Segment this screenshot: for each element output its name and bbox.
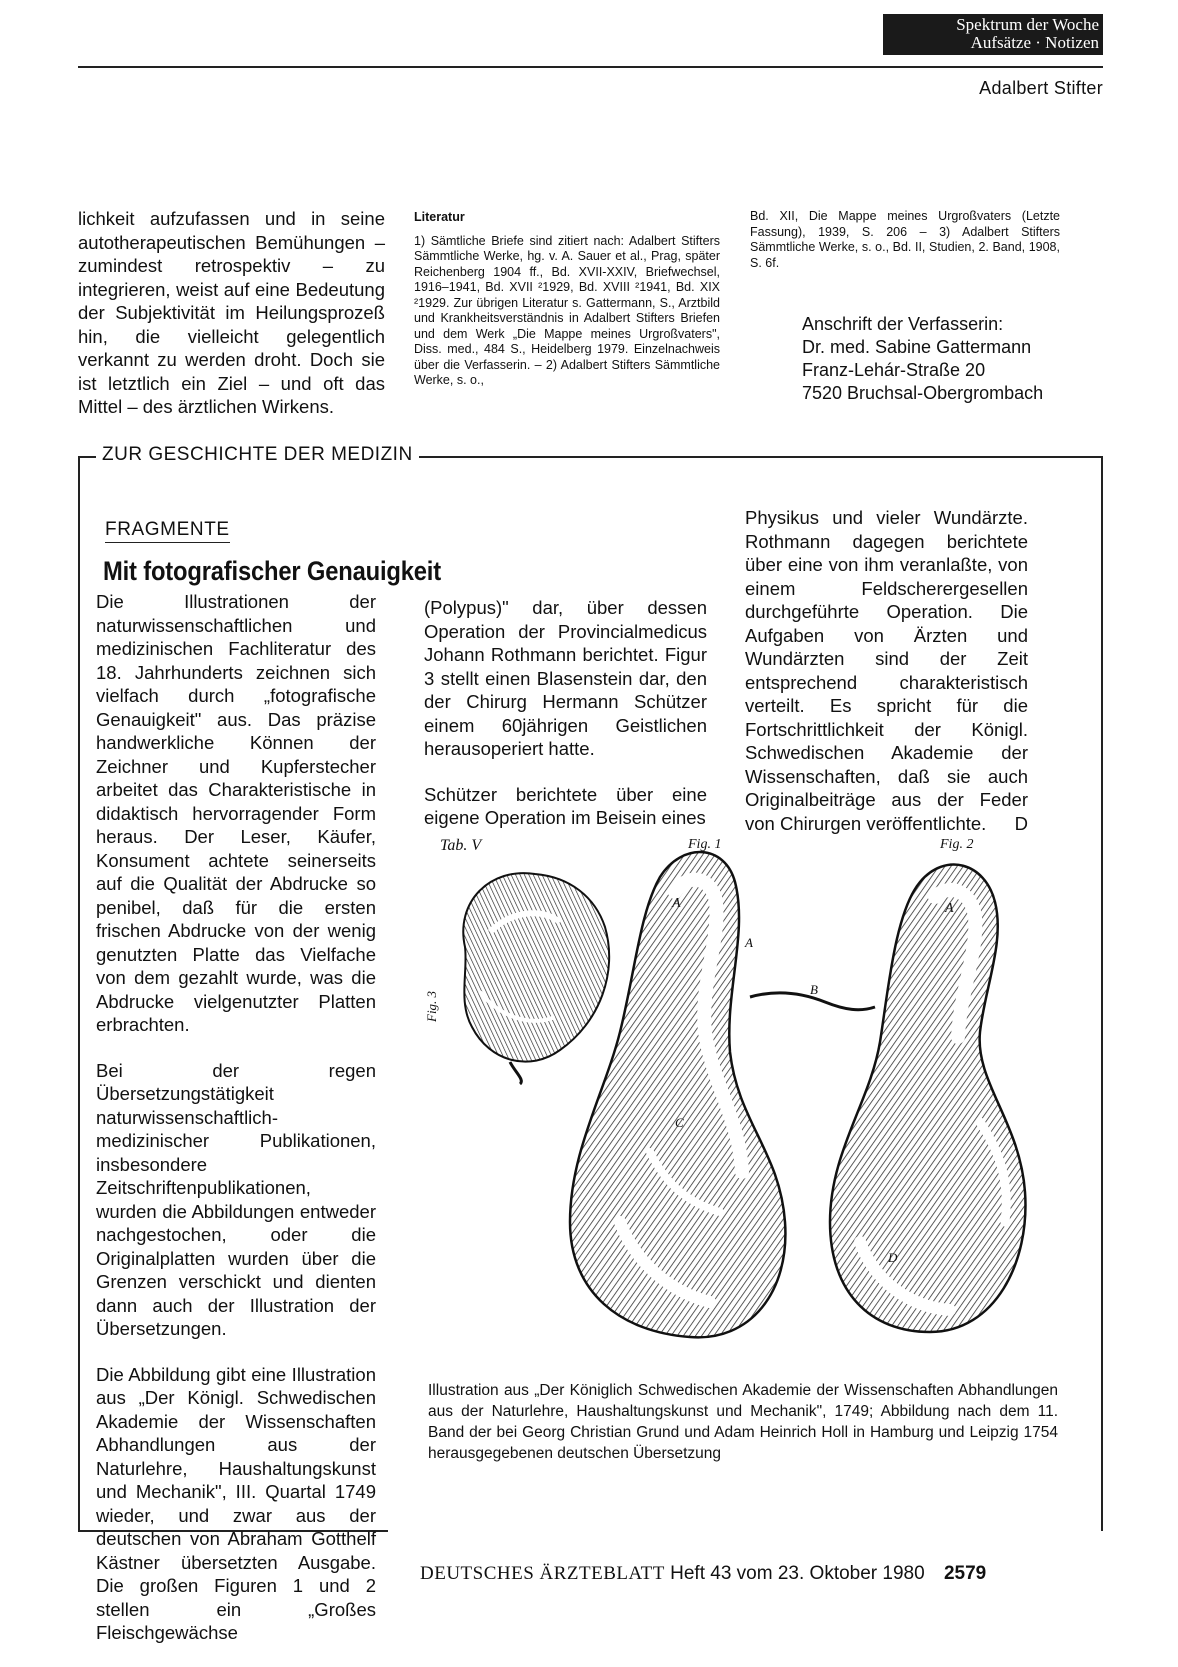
- article-paragraph: Bei der regen Übersetzungstätigkeit naturwissenschaftlich-medizinischer Publikationen, insbesondere Zeitschriftenpublikationen, wurden die Abbildungen entweder nachgestochen, oder die Originalplatten wurden über die Grenzen verschickt und dienten dann auch der Illustration der Übersetzungen.: [96, 1059, 376, 1339]
- address-city: 7520 Bruchsal-Obergrombach: [802, 383, 1044, 403]
- figure-letter-d: D: [888, 1250, 898, 1265]
- address-label: Anschrift der Verfasserin:: [802, 314, 1004, 334]
- page-number: 2579: [943, 1563, 987, 1584]
- literature-text: 1) Sämtliche Briefe sind zitiert nach: Adalbert Stifters Sämmtliche Werke, hg. v. A. Sauer et al., Prag, später Reichenberg 1904 ff., Bd. XVII-XXIV, Briefwechsel, 1916–1941, Bd. XVII ²1929, Bd. XVIII ²1941, Bd. XIX ²1929. Zur übrigen Literatur s. Gattermann, S., Arztbild und Krankheitsverständnis in Adalbert Stifters Briefen und dem Werk „Die Mappe meines Urgroßvaters", Diss. med., 484 S., Heidelberg 1979. Einzelnachweis über die Verfasserin. – 2) Adalbert Stifters Sämmtliche Werke, s. o.,: [414, 233, 720, 387]
- fig3-label: Fig. 3: [424, 990, 439, 1022]
- article-column-1: [96, 590, 376, 1667]
- article-paragraph: Schützer berichtete über eine eigene Operation im Beisein eines: [424, 783, 707, 828]
- article-column-3: [745, 506, 1028, 836]
- author-address: [802, 313, 1072, 405]
- fig1-label: Fig. 1: [688, 837, 722, 852]
- address-street: Franz-Lehár-Straße 20: [802, 360, 986, 380]
- literature-column-2: [750, 209, 1060, 271]
- prev-article-paragraph: lichkeit aufzufassen und in seine autotherapeutischen Bemühungen – zumindest retrospektiv – zu integrieren, weist auf eine Bedeutung der Subjektivität im Heilungsprozeß hin, die vielleicht gelegentlich verkannt zu werden droht. Doch sie ist letztlich ein Ziel – und oft das Mittel – des ärztlichen Wirkens.: [78, 208, 385, 417]
- figure-letter-c: C: [675, 1115, 684, 1130]
- address-name: Dr. med. Sabine Gattermann: [802, 337, 1032, 357]
- engraving-illustration: [420, 822, 1060, 1367]
- page-footer: [420, 1563, 986, 1585]
- literature-heading: Literatur: [414, 210, 465, 224]
- prev-article-body: [78, 207, 385, 441]
- header-rule: [78, 66, 1103, 68]
- article-paragraph: (Polypus)" dar, über dessen Operation der Provincialmedicus Johann Rothmann berichtet. Figur 3 stellt einen Blasenstein dar, den der Chirurg Hermann Schützer einem 60jährigen Geistlichen herausoperiert hatte.: [424, 597, 707, 759]
- section-badge: [883, 14, 1103, 55]
- article-paragraph: Die Abbildung gibt eine Illustration aus „Der Königl. Schwedischen Akademie der Wissenschaften Abhandlungen aus der Naturlehre, Haushaltungskunst und Mechanik", III. Quartal 1749 wieder, und zwar aus der deutschen von Abraham Gotthelf Kästner übersetzten Ausgabe. Die großen Figuren 1 und 2 stellen ein „Großes Fleischgewächse: [96, 1363, 376, 1643]
- figure-letter-a: A: [672, 896, 681, 911]
- issue-info: Heft 43 vom 23. Oktober 1980: [670, 1563, 925, 1584]
- article-headline: Mit fotografischer Genauigkeit: [103, 556, 441, 586]
- polyp-figure-2: [830, 865, 1025, 1332]
- article-column-2: [424, 596, 707, 852]
- figure-caption: Illustration aus „Der Königlich Schwedischen Akademie der Wissenschaften Abhandlungen aus der Naturlehre, Haushaltungskunst und Mechanik", 1749; Abbildung nach dem 11. Band der bei Georg Christian Grund und Adam Heinrich Holl in Hamburg und Leipzig 1754 herausgegebenen deutschen Übersetzung: [428, 1382, 1058, 1462]
- masthead: DEUTSCHES ÄRZTEBLATT: [420, 1563, 665, 1584]
- rubric-label: ZUR GESCHICHTE DER MEDIZIN: [96, 444, 419, 466]
- figure-letter-a: A: [745, 935, 753, 950]
- bladder-stone-figure: [463, 873, 609, 1084]
- article-kicker: FRAGMENTE: [105, 519, 230, 543]
- end-mark: D: [1014, 813, 1028, 834]
- article-paragraph: Die Illustrationen der naturwissenschaftlichen und medizinischen Fachliteratur des 18. Jahrhunderts zeichnen sich vielfach durch „fotografische Genauigkeit" aus. Das präzise handwerkliche Können der Zeichner und Kupferstecher arbeitet das Charakteristische in didaktisch hervorragender Form heraus. Der Leser, Käufer, Konsument achtete seinerseits auf die Qualität der Abdrucke so penibel, daß für die ersten frischen Abdrucke von der wenig genutzten Platte das Vielfache von dem gezahlt wurde, was die Abdrucke vielgenutzter Platten erbrachten.: [96, 591, 376, 1035]
- literature-text-continued: Bd. XII, Die Mappe meines Urgroßvaters (Letzte Fassung), 1939, S. 206 – 3) Adalbert Stifters Sämmtliche Werke, s. o., Bd. II, Studien, 2. Band, 1908, S. 6f.: [750, 209, 1060, 270]
- section-subtitle: Aufsätze · Notizen: [970, 33, 1099, 52]
- article-paragraph: Physikus und vieler Wundärzte. Rothmann dagegen berichtete über eine von ihm veranlaßte, von einem Feldscherergesellen durchgeführte Operation. Die Aufgaben von Ärzten und Wundärzten sind der Zeit entsprechend charakteristisch verteilt. Es spricht für die Fortschrittlichkeit der Königl. Schwedischen Akademie der Wissenschaften, daß sie auch Originalbeiträge aus der Feder von Chirurgen veröffentlichte.: [745, 507, 1028, 834]
- running-head: Adalbert Stifter: [979, 78, 1103, 98]
- plate-label: Tab. V: [440, 837, 482, 854]
- literature-column-1: [414, 210, 720, 389]
- section-title: Spektrum der Woche: [956, 15, 1099, 34]
- polyp-figure-1: [570, 852, 875, 1337]
- figure-letter-a: A: [945, 901, 954, 916]
- fig2-label: Fig. 2: [940, 837, 974, 852]
- figure-letter-b: B: [810, 982, 818, 997]
